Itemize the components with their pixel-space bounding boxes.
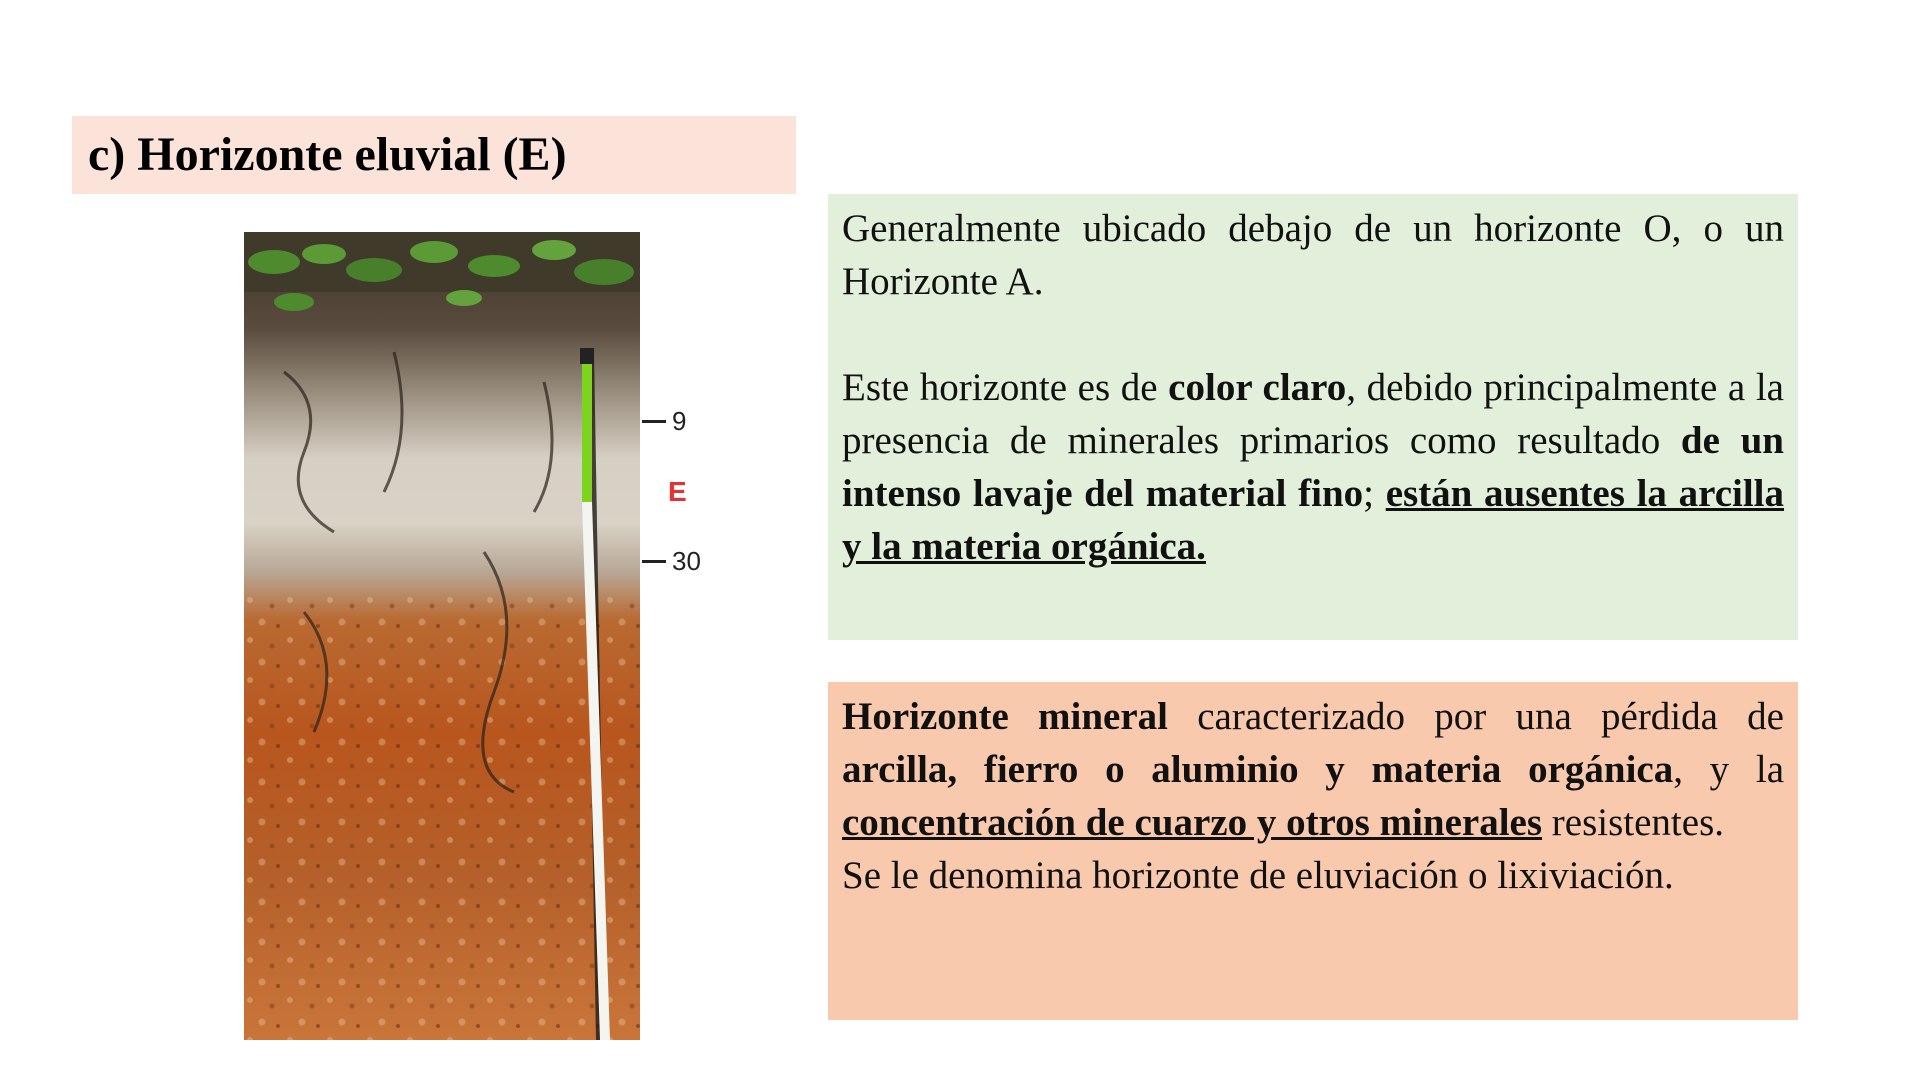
text-run: , y la [1673, 748, 1785, 791]
scale-label-top [642, 406, 686, 437]
text-run: resistentes. [1542, 801, 1725, 844]
slide-title: c) Horizonte eluvial (E) [88, 128, 567, 181]
scale-tick [642, 420, 666, 423]
bold-underline-run: concentración de cuarzo y otros minerales [842, 801, 1543, 844]
bold-run: Horizonte mineral [842, 695, 1168, 738]
soil-profile-illustration [244, 232, 640, 1040]
text-run: ; [1363, 472, 1386, 515]
text-run: caracterizado por una pérdida de [1167, 695, 1784, 738]
paragraph-mineral [842, 690, 1784, 849]
scale-label-bottom [642, 546, 701, 577]
description-box-green [828, 194, 1798, 640]
scale-tick [642, 560, 666, 563]
horizon-label: E [668, 476, 687, 507]
scale-value-bottom: 30 [672, 546, 701, 576]
paragraph-color [842, 361, 1784, 573]
bold-underline-run: están ausentes la arcilla y la materia orgánica. [842, 472, 1785, 568]
description-box-orange [828, 682, 1798, 1020]
text-run: Este horizonte es de [842, 366, 1169, 409]
bold-run: arcilla, fierro o aluminio y materia orgánica [842, 748, 1674, 791]
bold-run: de un intenso lavaje del material fino [842, 419, 1784, 515]
bold-run: color claro [1168, 366, 1347, 409]
paragraph-denomination: Se le denomina horizonte de eluviación o lixiviación. [842, 854, 1674, 897]
title-bar [72, 116, 796, 194]
text-run: , debido principalmente a la presencia de minerales primarios como resultado [842, 366, 1784, 462]
paragraph-location: Generalmente ubicado debajo de un horizonte O, o un Horizonte A. [842, 207, 1784, 303]
scale-value-top: 9 [672, 406, 687, 436]
soil-profile-photo [244, 232, 640, 1040]
soil-texture [244, 592, 640, 1040]
